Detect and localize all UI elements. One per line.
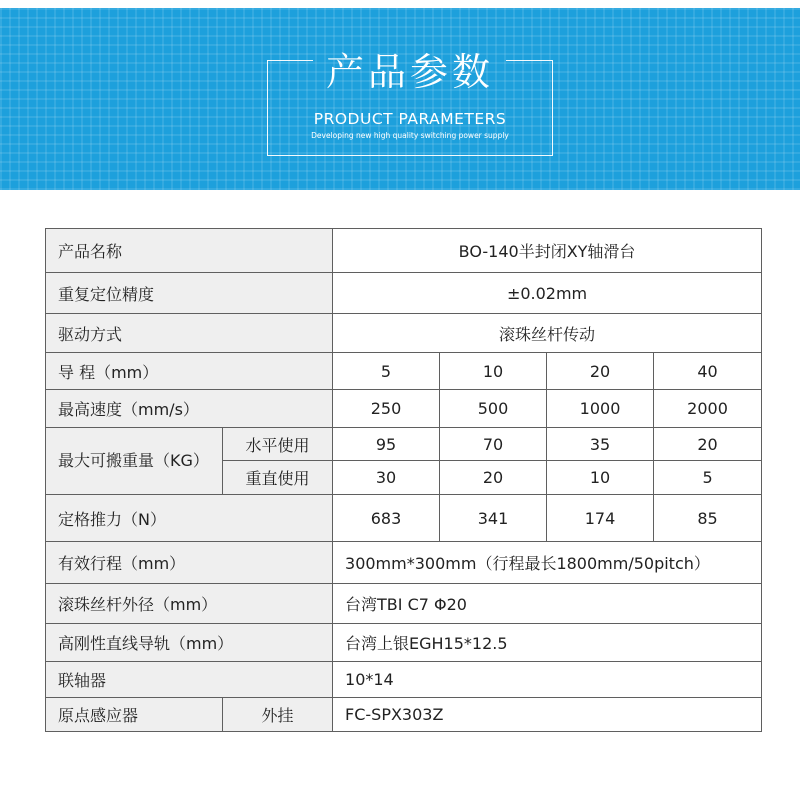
value-max-speed: 500 [440, 390, 547, 428]
value-max-load-vertical: 5 [654, 461, 762, 495]
row-label-origin-sensor: 原点感应器 [46, 698, 223, 732]
row-label-rated-thrust: 定格推力（N） [46, 495, 333, 542]
table-row [46, 662, 762, 698]
table-row [46, 314, 762, 353]
value-max-load-horizontal: 35 [547, 428, 654, 461]
parameters-table [45, 228, 762, 732]
value-product-name: BO-140半封闭XY轴滑台 [333, 229, 762, 273]
value-stroke: 300mm*300mm（行程最长1800mm/50pitch） [333, 542, 762, 584]
value-rated-thrust: 341 [440, 495, 547, 542]
sub-label-horizontal: 水平使用 [223, 428, 333, 461]
value-max-load-vertical: 10 [547, 461, 654, 495]
value-max-load-horizontal: 95 [333, 428, 440, 461]
table-row [46, 273, 762, 314]
row-label-lead: 导 程（mm） [46, 353, 333, 390]
value-max-load-vertical: 20 [440, 461, 547, 495]
table-row [46, 229, 762, 273]
value-lead: 20 [547, 353, 654, 390]
row-label-repeat-accuracy: 重复定位精度 [46, 273, 333, 314]
value-max-load-horizontal: 20 [654, 428, 762, 461]
row-label-stroke: 有效行程（mm） [46, 542, 333, 584]
value-guide-rail: 台湾上银EGH15*12.5 [333, 624, 762, 662]
value-lead: 10 [440, 353, 547, 390]
table-row [46, 698, 762, 732]
page-title-english: PRODUCT PARAMETERS [313, 110, 507, 128]
value-repeat-accuracy: ±0.02mm [333, 273, 762, 314]
value-rated-thrust: 85 [654, 495, 762, 542]
value-drive-mode: 滚珠丝杆传动 [333, 314, 762, 353]
row-label-max-load: 最大可搬重量（KG） [46, 428, 223, 495]
value-rated-thrust: 683 [333, 495, 440, 542]
table-row [46, 624, 762, 662]
row-label-max-speed: 最高速度（mm/s） [46, 390, 333, 428]
value-max-speed: 250 [333, 390, 440, 428]
sub-label-external: 外挂 [223, 698, 333, 732]
sub-label-vertical: 重直使用 [223, 461, 333, 495]
row-label-drive-mode: 驱动方式 [46, 314, 333, 353]
page-title: 产品参数 [325, 50, 494, 94]
row-label-screw-diameter: 滚珠丝杆外径（mm） [46, 584, 333, 624]
value-lead: 40 [654, 353, 762, 390]
value-max-load-vertical: 30 [333, 461, 440, 495]
value-max-speed: 1000 [547, 390, 654, 428]
value-rated-thrust: 174 [547, 495, 654, 542]
page-subtitle: Developing new high quality switching power supply [311, 131, 509, 140]
table-row [46, 542, 762, 584]
value-max-speed: 2000 [654, 390, 762, 428]
value-lead: 5 [333, 353, 440, 390]
value-screw-diameter: 台湾TBI C7 Φ20 [333, 584, 762, 624]
table-row [46, 353, 762, 390]
value-origin-sensor: FC-SPX303Z [333, 698, 762, 732]
table-row [46, 428, 762, 461]
row-label-product-name: 产品名称 [46, 229, 333, 273]
value-coupling: 10*14 [333, 662, 762, 698]
value-max-load-horizontal: 70 [440, 428, 547, 461]
table-row [46, 584, 762, 624]
row-label-guide-rail: 高刚性直线导轨（mm） [46, 624, 333, 662]
row-label-coupling: 联轴器 [46, 662, 333, 698]
table-row [46, 390, 762, 428]
table-row [46, 495, 762, 542]
